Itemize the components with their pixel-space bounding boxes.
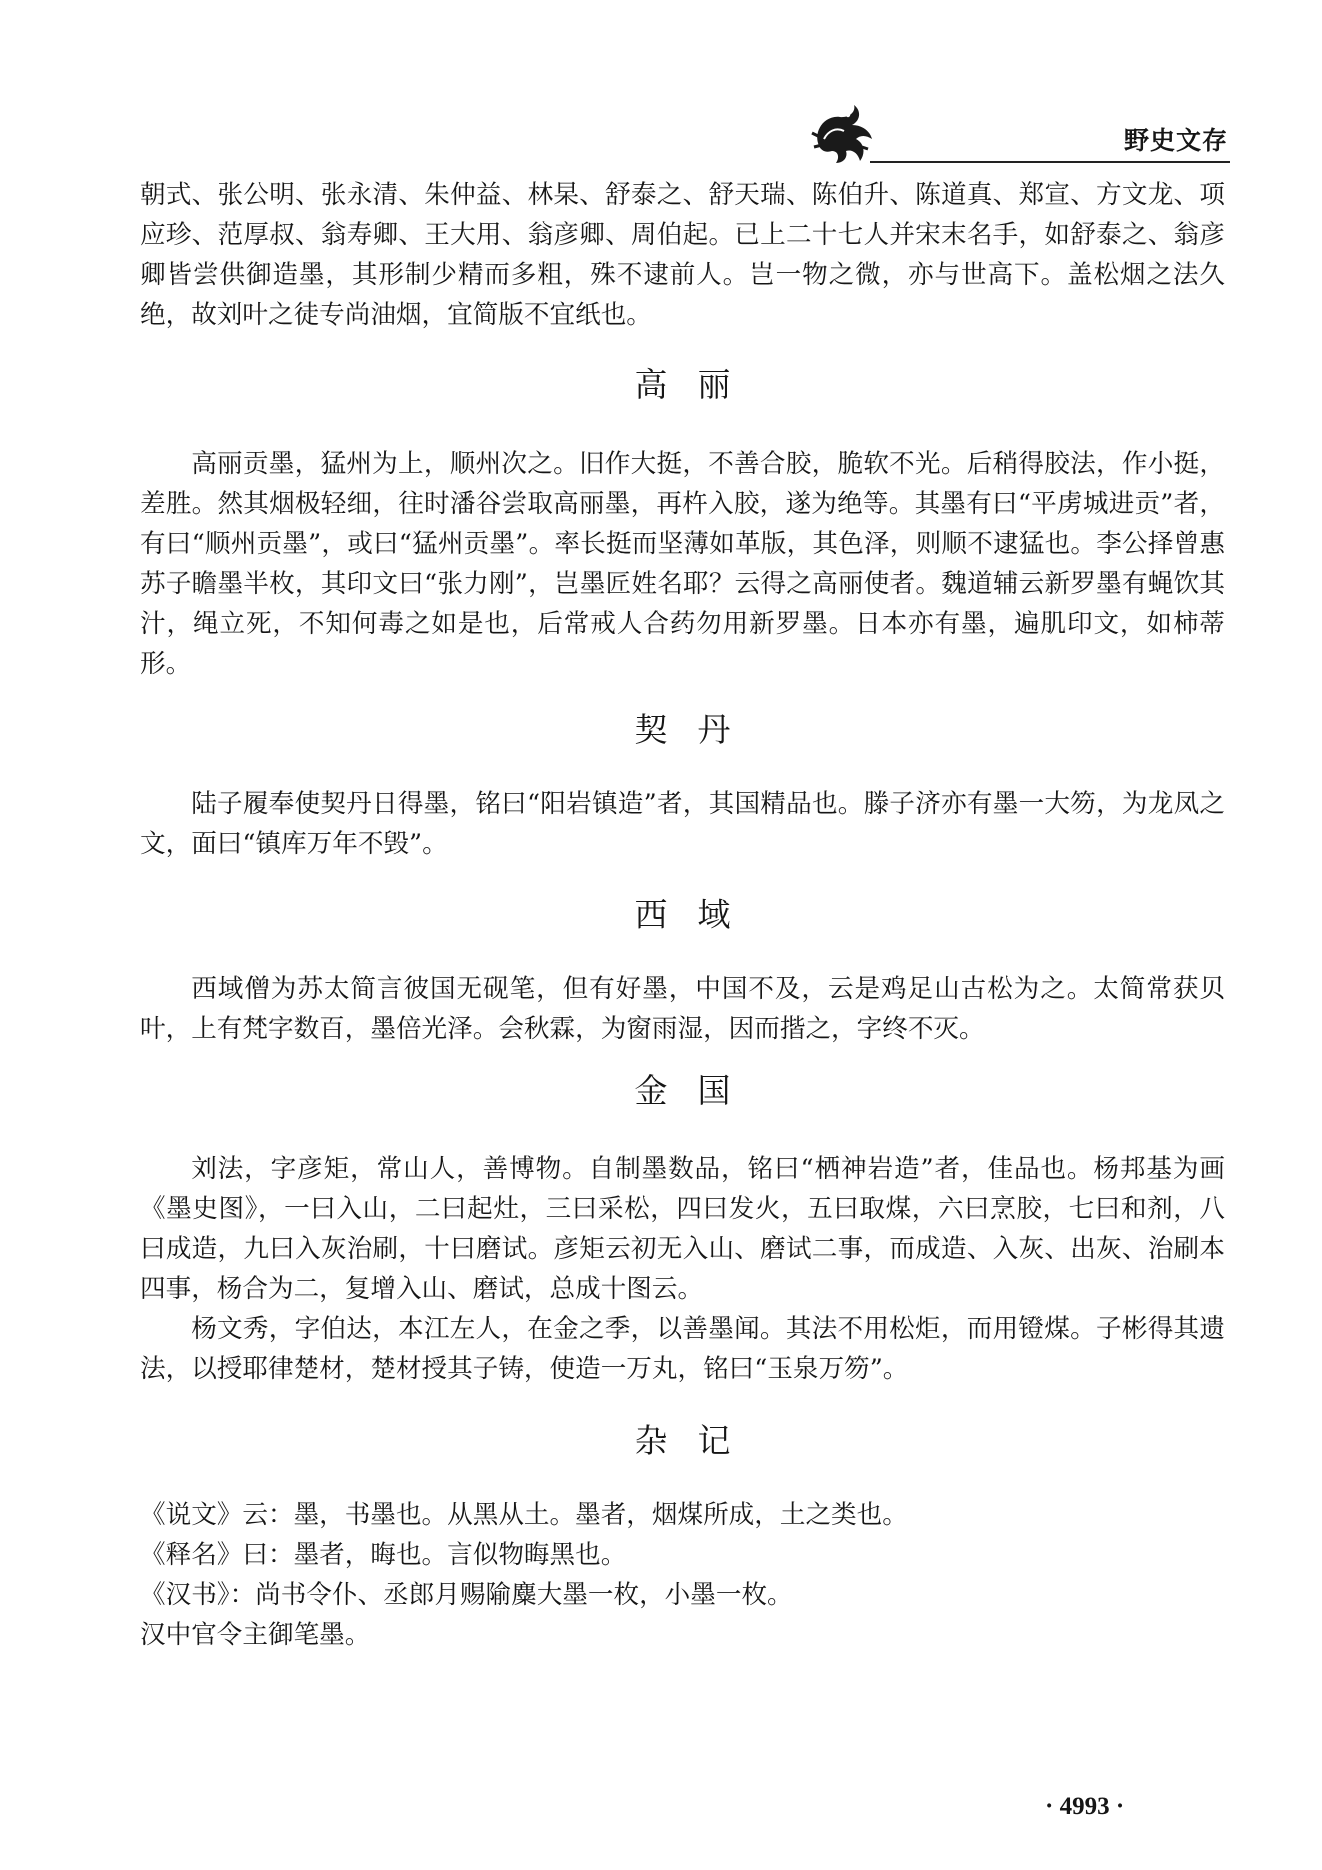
running-header — [810, 103, 1230, 163]
dragon-emblem-icon — [810, 103, 876, 165]
zaji-list — [140, 1495, 1225, 1655]
qidan-paragraph: 陆子履奉使契丹日得墨，铭曰“阳岩镇造”者，其国精品也。滕子济亦有墨一大笏，为龙凤之文，面曰“镇库万年不毁”。 — [140, 789, 1225, 859]
section-heading-gaoli: 高丽 — [634, 365, 761, 404]
series-title: 野史文存 — [1123, 126, 1228, 155]
jinguo-paragraph-1: 刘法，字彦矩，常山人，善博物。自制墨数品，铭曰“栖神岩造”者，佳品也。杨邦基为画《墨史图》，一曰入山，二曰起灶，三曰采松，四曰发火，五曰取煤，六曰烹胶，七曰和剂，八曰成造，九曰入灰治刷，十曰磨试。彦矩云初无入山、磨试二事，而成造、入灰、出灰、治刷本四事，杨合为二，复增入山、磨试，总成十图云。 — [140, 1154, 1225, 1304]
jinguo-paragraph-2: 杨文秀，字伯达，本江左人，在金之季，以善墨闻。其法不用松炬，而用镫煤。子彬得其遗法，以授耶律楚材，楚材授其子铸，使造一万丸，铭曰“玉泉万笏”。 — [140, 1314, 1225, 1384]
section-heading-zaji: 杂记 — [634, 1421, 761, 1460]
zaji-line: 汉中官令主御笔墨。 — [140, 1620, 371, 1650]
zaji-line: 《汉书》：尚书令仆、丞郎月赐隃麋大墨一枚，小墨一枚。 — [140, 1580, 793, 1610]
section-heading-qidan: 契丹 — [634, 710, 761, 749]
xiyu-paragraph: 西域僧为苏太简言彼国无砚笔，但有好墨，中国不及，云是鸡足山古松为之。太简常获贝叶，上有梵字数百，墨倍光泽。会秋霖，为窗雨湿，因而揩之，字终不灭。 — [140, 974, 1225, 1044]
page-body — [140, 175, 1225, 1655]
page-number: · 4993 · — [1045, 1793, 1125, 1820]
zaji-line: 《释名》曰：墨者，晦也。言似物晦黑也。 — [140, 1540, 627, 1570]
intro-paragraph: 朝式、张公明、张永清、朱仲益、林杲、舒泰之、舒天瑞、陈伯升、陈道真、郑宣、方文龙、项应珍、范厚叔、翁寿卿、王大用、翁彦卿、周伯起。已上二十七人并宋末名手，如舒泰之、翁彦卿皆尝供御造墨，其形制少精而多粗，殊不逮前人。岂一物之微，亦与世高下。盖松烟之法久绝，故刘叶之徒专尚油烟，宜简版不宜纸也。 — [140, 180, 1225, 330]
section-heading-xiyu: 西域 — [634, 895, 761, 934]
gaoli-paragraph: 高丽贡墨，猛州为上，顺州次之。旧作大挺，不善合胶，脆软不光。后稍得胶法，作小挺，差胜。然其烟极轻细，往时潘谷尝取高丽墨，再杵入胶，遂为绝等。其墨有曰“平虏城进贡”者，有曰“顺州贡墨”，或曰“猛州贡墨”。率长挺而坚薄如革版，其色泽，则顺不逮猛也。李公择曾惠苏子瞻墨半枚，其印文曰“张力刚”，岂墨匠姓名耶？云得之高丽使者。魏道辅云新罗墨有蝇饮其汁，绳立死，不知何毒之如是也，后常戒人合药勿用新罗墨。日本亦有墨，遍肌印文，如柿蒂形。 — [140, 449, 1225, 679]
section-heading-jinguo: 金国 — [634, 1071, 761, 1110]
zaji-line: 《说文》云：墨，书墨也。从黑从土。墨者，烟煤所成，土之类也。 — [140, 1500, 908, 1530]
header-rule — [870, 161, 1230, 163]
